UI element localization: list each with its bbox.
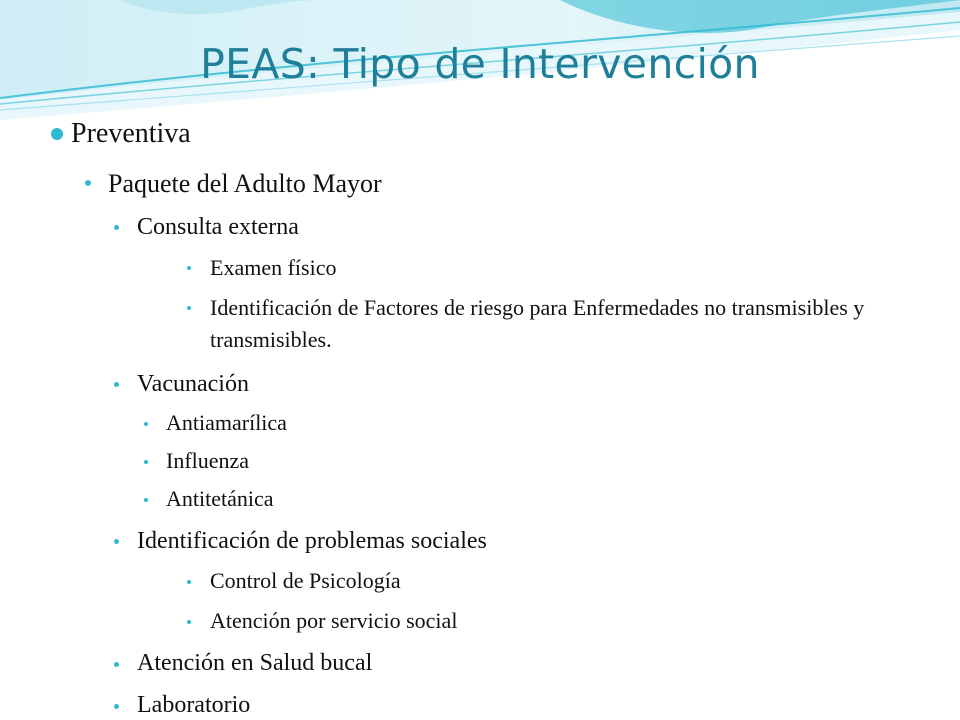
bullet-dot-icon xyxy=(114,662,119,667)
bullet-dot-icon xyxy=(114,704,119,709)
outline-item-paquete: Paquete del Adulto Mayor xyxy=(108,169,382,198)
outline-item-psicologia: Control de Psicología xyxy=(210,568,401,593)
outline-item-identificacion-sociales: Identificación de problemas sociales xyxy=(137,528,487,554)
outline-item-vacunacion: Vacunación xyxy=(137,371,249,397)
bullet-dot-icon xyxy=(51,128,63,140)
outline-item-preventiva: Preventiva xyxy=(71,118,191,149)
outline-item-identificacion-factores: Identificación de Factores de riesgo para Enfermedades no transmisibles y transmisibles. xyxy=(210,295,865,352)
bullet-dot-icon xyxy=(114,225,119,230)
slide-title: PEAS: Tipo de Intervención xyxy=(200,40,760,88)
outline-item-examen: Examen físico xyxy=(210,255,337,280)
bullet-dot-icon xyxy=(144,422,148,426)
bullet-dot-icon xyxy=(144,498,148,502)
bullet-dot-icon xyxy=(114,382,119,387)
outline-item-antiamarilica: Antiamarílica xyxy=(166,410,287,435)
bullet-dot-icon xyxy=(144,460,148,464)
bullet-dot-icon xyxy=(187,620,191,624)
outline-item-laboratorio: Laboratorio xyxy=(137,692,251,718)
bullet-dot-icon xyxy=(114,539,119,544)
outline-item-antitetanica: Antitetánica xyxy=(166,486,274,511)
bullet-dot-icon xyxy=(187,306,191,310)
outline-item-consulta: Consulta externa xyxy=(137,214,299,240)
bullet-dot-icon xyxy=(187,266,191,270)
bullet-dot-icon xyxy=(85,180,91,186)
outline-item-servicio-social: Atención por servicio social xyxy=(210,608,458,633)
outline-item-influenza: Influenza xyxy=(166,448,250,473)
bullet-dot-icon xyxy=(187,580,191,584)
outline-item-salud-bucal: Atención en Salud bucal xyxy=(137,650,373,676)
